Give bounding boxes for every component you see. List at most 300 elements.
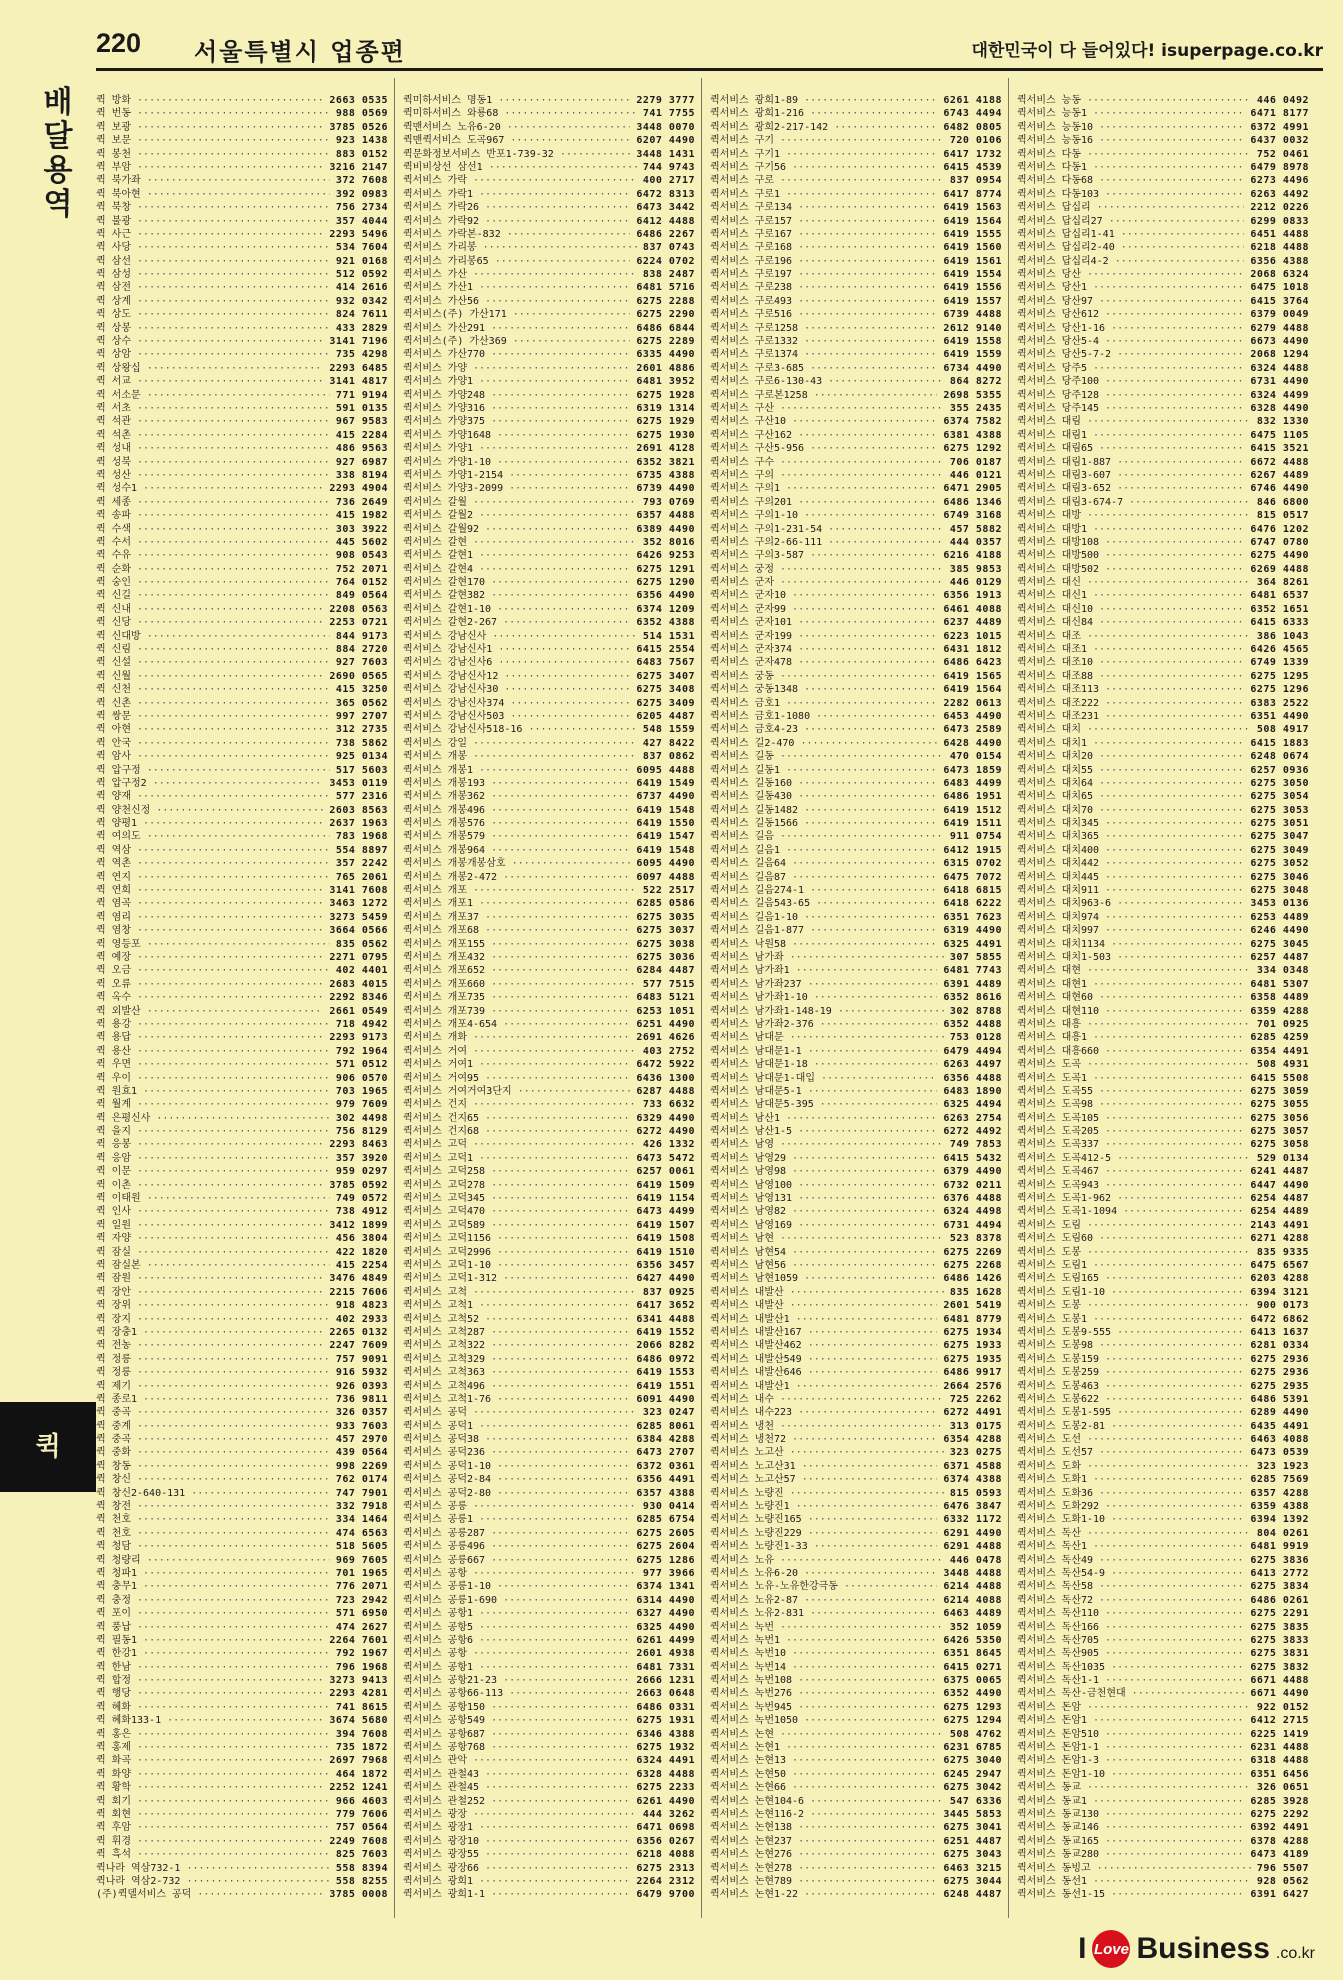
listing-row [710,469,1002,482]
listing-row [96,496,388,509]
listing-row [710,589,1002,602]
listing-phone: 927 6987 [335,456,388,468]
listing-phone: 444 0357 [949,536,1002,548]
listing-row [96,1259,388,1272]
listing-phone: 6483 5121 [636,992,695,1004]
listing-phone: 6475 7072 [943,871,1002,883]
listing-name: 퀵서비스 논현50 ····· [710,1768,937,1781]
listing-row [710,1259,1002,1272]
listing-row [710,255,1002,268]
listing-phone: 6419 1564 [943,215,1002,227]
listing-name: 퀵서비스 갈월2 ····· [403,509,630,522]
listing-row [96,255,388,268]
listing-phone: 6091 4490 [636,1393,695,1405]
listing-phone: 6285 7569 [1250,1474,1309,1486]
listing-name: 퀵서비스 군자199 ····· [710,630,937,643]
listing-row [403,134,695,147]
listing-row [96,1527,388,1540]
listing-row [96,723,388,736]
listing-phone: 2683 4015 [329,978,388,990]
listing-phone: 6357 4388 [636,1487,695,1499]
listing-name: 퀵서비스 당산97 ····· [1017,295,1244,308]
listing-name: 퀵서비스 당산612 ····· [1017,308,1244,321]
listing-phone: 6275 1931 [636,1715,695,1727]
listing-name: 퀵서비스 도림60 ····· [1017,1232,1244,1245]
listing-name: 퀵 창전 ····· [96,1500,330,1513]
listing-name: 퀵서비스 고덕470 ····· [403,1205,630,1218]
listing-name: 퀵서비스 고척363 ····· [403,1366,630,1379]
listing-row [710,1098,1002,1111]
listing-name: 퀵 신설 ····· [96,656,330,669]
listing-name: 퀵 회현 ····· [96,1808,330,1821]
listing-row [710,402,1002,415]
listing-name: 퀵서비스 공항1 ····· [403,1607,630,1620]
listing-name: 퀵 쌍문 ····· [96,710,330,723]
listing-name: 퀵서비스 강남신사1 ····· [403,643,630,656]
listing-name: 퀵서비스 남대문1-18 ····· [710,1058,937,1071]
listing-phone: 2066 8282 [636,1340,695,1352]
listing-row [1017,1179,1309,1192]
listing-name: 퀵 신내 ····· [96,603,323,616]
listing-row [96,1567,388,1580]
section-title: 서울특별시 업종편 [194,38,406,66]
listing-row [710,482,1002,495]
listing-name: 퀵서비스 노량진165 ····· [710,1513,937,1526]
listing-phone: 6272 4491 [943,1407,1002,1419]
listing-phone: 796 1968 [335,1661,388,1673]
listing-phone: 385 9853 [949,563,1002,575]
listing-phone: 6417 8774 [943,188,1002,200]
listing-name: 퀵서비스 대치65 ····· [1017,790,1244,803]
listing-phone: 2264 7601 [329,1634,388,1646]
listing-phone: 832 1330 [1256,416,1309,428]
listing-phone: 6418 6222 [943,898,1002,910]
listing-row [710,1621,1002,1634]
listing-row [1017,215,1309,228]
listing-phone: 6218 4488 [1250,242,1309,254]
listing-name: 퀵서비스 대치963-6 ····· [1017,897,1244,910]
listing-row [96,1339,388,1352]
listing-phone: 2698 5355 [943,389,1002,401]
listing-phone: 6251 4490 [636,1018,695,1030]
listing-row [710,723,1002,736]
listing-name: 퀵서비스 내발산549 ····· [710,1353,937,1366]
listing-name: 퀵서비스 남대문 ····· [710,1031,944,1044]
listing-name: 퀵서비스 가양1 ····· [403,442,630,455]
listing-row [1017,1875,1309,1888]
listing-name: 퀵서비스 가락26 ····· [403,201,630,214]
listing-row [710,991,1002,1004]
listing-row [403,723,695,736]
listing-phone: 756 2734 [335,202,388,214]
listing-row [403,1621,695,1634]
listing-name: 퀵서비스 고덕1 ····· [403,1152,630,1165]
listing-phone: 3453 0119 [329,777,388,789]
listing-row [710,1393,1002,1406]
listing-name: 퀵서비스 남영82 ····· [710,1205,937,1218]
listing-name: 퀵서비스 구로6-130-43 ····· [710,375,944,388]
listing-row [710,643,1002,656]
listing-row [403,1888,695,1901]
listing-row [403,509,695,522]
listing-name: 퀵서비스 개봉개봉삼호 ····· [403,857,630,870]
listing-row [1017,1125,1309,1138]
listing-row [710,1500,1002,1513]
listing-row [1017,1018,1309,1031]
listing-row [710,496,1002,509]
listing-phone: 464 1872 [335,1768,388,1780]
listing-row [1017,1112,1309,1125]
listing-row [403,1634,695,1647]
listing-row [710,844,1002,857]
listing-phone: 6351 6456 [1250,1768,1309,1780]
listing-name: 퀵서비스 구로493 ····· [710,295,937,308]
listing-phone: 6275 3036 [636,952,695,963]
listing-name: 퀵 은평신사 ····· [96,1112,330,1125]
listing-phone: 6214 4488 [943,1581,1002,1593]
listing-name: 퀵서비스 개포68 ····· [403,924,630,937]
listing-row [1017,1165,1309,1178]
listing-phone: 6275 1292 [943,443,1002,455]
listing-phone: 6417 3652 [636,1300,695,1312]
listing-name: 퀵 순화 ····· [96,563,330,576]
listing-row [1017,1380,1309,1393]
listing-phone: 2253 0721 [329,617,388,629]
listing-name: 퀵서비스 독산1-1 ····· [1017,1674,1244,1687]
listing-phone: 6261 4499 [636,1634,695,1646]
listing-name: 퀵서비스 대현110 ····· [1017,1005,1244,1018]
listing-phone: 6324 4499 [1250,389,1309,401]
listing-name: 퀵서비스 냉천72 ····· [710,1433,937,1446]
listing-name: 퀵서비스 갈현382 ····· [403,589,630,602]
listing-phone: 326 0357 [335,1407,388,1419]
listing-row [1017,723,1309,736]
listing-row [710,576,1002,589]
listing-row [403,496,695,509]
listing-phone: 918 4823 [335,1300,388,1312]
listing-row [710,1446,1002,1459]
listing-name: 퀵서비스 남영100 ····· [710,1179,937,1192]
listing-row [96,1446,388,1459]
listing-row [710,871,1002,884]
listing-name: 퀵서비스 논현1-22 ····· [710,1888,937,1901]
listing-row [96,1768,388,1781]
listing-row [403,1018,695,1031]
listing-row [96,322,388,335]
listing-row [1017,830,1309,843]
listing-row [403,1580,695,1593]
listing-phone: 392 0983 [335,188,388,200]
listing-row [710,616,1002,629]
listing-name: 퀵 행당 ····· [96,1687,323,1700]
listing-row [403,402,695,415]
listing-phone: 6332 1172 [943,1514,1002,1526]
listing-row [403,536,695,549]
listing-row [710,1540,1002,1553]
listing-phone: 6319 1314 [636,402,695,414]
listing-phone: 6391 4489 [943,978,1002,990]
listing-row [1017,442,1309,455]
listing-row [1017,362,1309,375]
listing-name: 퀵 흑석 ····· [96,1848,330,1861]
listing-phone: 6479 4494 [943,1045,1002,1057]
listing-phone: 6275 3059 [1250,1085,1309,1097]
listing-row [96,1125,388,1138]
listing-row [96,1326,388,1339]
listing-phone: 6275 3035 [636,911,695,923]
listing-row [403,442,695,455]
listing-row [710,750,1002,763]
listing-row [403,1286,695,1299]
listing-name: 퀵 우면 ····· [96,1058,330,1071]
listing-name: 퀵서비스 공항1 ····· [403,1661,630,1674]
listing-name: 퀵서비스 내발산 ····· [710,1299,937,1312]
listing-phone: 415 2254 [335,1259,388,1271]
listing-row [1017,1045,1309,1058]
listing-row [1017,643,1309,656]
listing-row [403,1125,695,1138]
listing-phone: 738 4912 [335,1206,388,1218]
listing-phone: 6275 3832 [1250,1661,1309,1673]
listing-row [1017,549,1309,562]
listing-name: 퀵서비스 동교1 ····· [1017,1795,1244,1808]
listing-row [403,1219,695,1232]
listing-name: 퀵서비스 도봉9-555 ····· [1017,1326,1244,1339]
listing-row [403,1607,695,1620]
listing-row [96,94,388,107]
listing-row [710,897,1002,910]
listing-phone: 6275 3041 [943,1822,1002,1834]
listing-name: 퀵 염리 ····· [96,911,323,924]
listing-phone: 6379 4490 [943,1166,1002,1178]
listing-name: 퀵서비스 길음1-10 ····· [710,911,937,924]
listing-phone: 6263 4497 [943,1059,1002,1071]
listing-name: 퀵서비스 내발산462 ····· [710,1339,937,1352]
listing-phone: 916 5932 [335,1367,388,1379]
listing-phone: 6275 1928 [636,389,695,401]
listing-row [1017,281,1309,294]
listing-row [1017,817,1309,830]
listing-row [403,1701,695,1714]
listing-row [96,134,388,147]
listing-name: 퀵나라 역삼2-732 ····· [96,1875,330,1888]
listing-row [710,884,1002,897]
listing-name: 퀵서비스 공항5 ····· [403,1621,630,1634]
listing-name: 퀵서비스 강남신사503 ····· [403,710,630,723]
listing-name: 퀵서비스 구로196 ····· [710,255,937,268]
listing-row [96,1393,388,1406]
listing-phone: 6435 4491 [1250,1420,1309,1432]
listing-phone: 837 0954 [949,175,1002,187]
listing-row [710,335,1002,348]
listing-phone: 6419 1512 [943,804,1002,816]
listing-row [403,978,695,991]
listing-row [710,308,1002,321]
listing-row [710,603,1002,616]
listing-phone: 6419 1552 [636,1326,695,1338]
listing-phone: 3785 0592 [329,1179,388,1191]
listing-phone: 3273 5459 [329,911,388,923]
listing-row [710,1420,1002,1433]
listing-row [1017,844,1309,857]
listing-row [403,764,695,777]
index-tab[interactable]: 퀵 [0,1402,96,1492]
listing-name: 퀵서비스 길음1-877 ····· [710,924,937,937]
listing-row [1017,268,1309,281]
listing-phone: 303 3922 [335,523,388,535]
listing-row [96,871,388,884]
listing-row [1017,1460,1309,1473]
listing-name: 퀵서비스 길동430 ····· [710,790,937,803]
listing-name: 퀵서비스 대치911 ····· [1017,884,1244,897]
listing-row [710,1554,1002,1567]
listing-name: 퀵서비스 남현 ····· [710,1232,944,1245]
listing-phone: 922 0152 [1256,1701,1309,1713]
listing-row [710,201,1002,214]
listing-name: 퀵서비스 갈월 ····· [403,496,637,509]
listing-row [403,897,695,910]
listing-phone: 6479 8978 [1250,161,1309,173]
listing-phone: 6426 5350 [943,1634,1002,1646]
listing-row [1017,107,1309,120]
listing-name: 퀵서비스 강일 ····· [403,737,637,750]
listing-row [710,1634,1002,1647]
listing-name: 퀵서비스 가산291 ····· [403,322,630,335]
listing-name: 퀵서비스 남산1 ····· [710,1112,937,1125]
listing-phone: 313 0175 [949,1420,1002,1432]
listing-name: 퀵서비스 구의3-587 ····· [710,549,937,562]
listing-row [96,1554,388,1567]
listing-name: 퀵서비스 개봉2-472 ····· [403,871,630,884]
listing-name: 퀵 봉천 ····· [96,148,330,161]
listing-row [710,1647,1002,1660]
listing-row [403,375,695,388]
listing-name: 퀵서비스 길동1566 ····· [710,817,937,830]
listing-name: 퀵서비스 고척 ····· [403,1286,637,1299]
listing-phone: 470 0154 [949,751,1002,763]
listing-phone: 6275 3057 [1250,1126,1309,1138]
listing-phone: 6275 1935 [943,1353,1002,1365]
listing-row [403,188,695,201]
listing-row [1017,1848,1309,1861]
listing-row [403,616,695,629]
listing-name: 퀵서비스 내수 ····· [710,1393,944,1406]
listing-name: 퀵서비스 개포37 ····· [403,911,630,924]
listing-row [403,777,695,790]
listing-phone: 6384 4288 [636,1434,695,1446]
listing-name: 퀵서비스 대신1 ····· [1017,589,1244,602]
listing-row [710,362,1002,375]
listing-name: 퀵서비스 가락92 ····· [403,215,630,228]
listing-row [1017,1768,1309,1781]
listing-row [1017,1500,1309,1513]
listing-name: 퀵서비스 논현1 ····· [710,1741,937,1754]
listing-phone: 6352 3821 [636,456,695,468]
listing-name: 퀵서비스 공항6 ····· [403,1634,630,1647]
listing-phone: 6419 1511 [943,818,1002,830]
listing-phone: 6272 4490 [636,1126,695,1138]
listing-name: 퀵 신대방 ····· [96,630,330,643]
listing-phone: 911 0754 [949,831,1002,843]
listing-row [96,1647,388,1660]
listing-phone: 439 0564 [335,1447,388,1459]
listing-phone: 6267 4489 [1250,469,1309,481]
listing-name: 퀵서비스 길음87 ····· [710,871,937,884]
listing-row [710,215,1002,228]
listing-row [96,643,388,656]
listing-name: 퀵 회기 ····· [96,1795,330,1808]
listing-phone: 6329 4490 [636,1112,695,1124]
listing-row [96,1835,388,1848]
listing-name: 퀵서비스 공덕236 ····· [403,1446,630,1459]
listing-row [710,1433,1002,1446]
listing-name: 퀵서비스(주) 가산369 ····· [403,335,630,348]
listing-name: 퀵 상왕십 ····· [96,362,323,375]
listing-name: 퀵서비스 대조 ····· [1017,630,1251,643]
listing-phone: 6291 4490 [943,1527,1002,1539]
listing-name: 퀵서비스 공릉287 ····· [403,1527,630,1540]
listing-row [403,804,695,817]
listing-row [403,523,695,536]
listing-row [710,1005,1002,1018]
listing-row [1017,938,1309,951]
listing-row [96,1045,388,1058]
listing-phone: 6223 1015 [943,630,1002,642]
listing-row [710,1339,1002,1352]
listing-phone: 302 4498 [335,1112,388,1124]
listing-phone: 6381 4388 [943,429,1002,441]
listing-name: 퀵 이촌 ····· [96,1179,323,1192]
listing-phone: 403 2752 [642,1045,695,1057]
listing-row [710,1795,1002,1808]
listing-name: 퀵서비스 강남신사12 ····· [403,670,630,683]
listing-phone: 6419 1554 [943,269,1002,281]
listing-name: 퀵 삼성 ····· [96,268,330,281]
listing-name: 퀵서비스 금호4-23 ····· [710,723,937,736]
logo-domain: .co.kr [1275,1945,1315,1962]
listing-name: 퀵 화양 ····· [96,1768,330,1781]
listing-name: 퀵서비스 노량진 ····· [710,1487,944,1500]
listing-phone: 6415 5432 [943,1152,1002,1164]
listing-phone: 735 4298 [335,349,388,361]
listing-name: 퀵서비스 가양375 ····· [403,415,630,428]
listing-name: 퀵서비스 관악 ····· [403,1754,630,1767]
listing-phone: 6351 4490 [1250,710,1309,722]
listing-phone: 6351 8645 [943,1648,1002,1660]
listing-name: 퀵서비스 도봉2-81 ····· [1017,1420,1244,1433]
listing-row [1017,1085,1309,1098]
listing-phone: 6207 4490 [636,135,695,147]
listing-phone: 6095 4488 [636,764,695,776]
listing-phone: 6749 1339 [1250,657,1309,669]
listing-name: 퀵서비스 거여거여3단지 ····· [403,1085,630,1098]
listing-name: 퀵 응봉 ····· [96,1138,323,1151]
listing-phone: 352 8016 [642,536,695,548]
listing-name: 퀵서비스 공릉 ····· [403,1500,637,1513]
listing-phone: 846 6800 [1256,496,1309,508]
listing-name: 퀵 양재 ····· [96,790,330,803]
listing-phone: 508 4931 [1256,1059,1309,1071]
listing-name: 퀵서비스 광장55 ····· [403,1848,630,1861]
listing-row [1017,1446,1309,1459]
listing-phone: 400 2717 [642,175,695,187]
listing-phone: 6475 1018 [1250,282,1309,294]
listing-phone: 824 7611 [335,309,388,321]
listing-row [1017,295,1309,308]
listing-phone: 6287 4488 [636,1085,695,1097]
listing-phone: 6275 4490 [1250,550,1309,562]
listing-phone: 3664 0566 [329,925,388,937]
